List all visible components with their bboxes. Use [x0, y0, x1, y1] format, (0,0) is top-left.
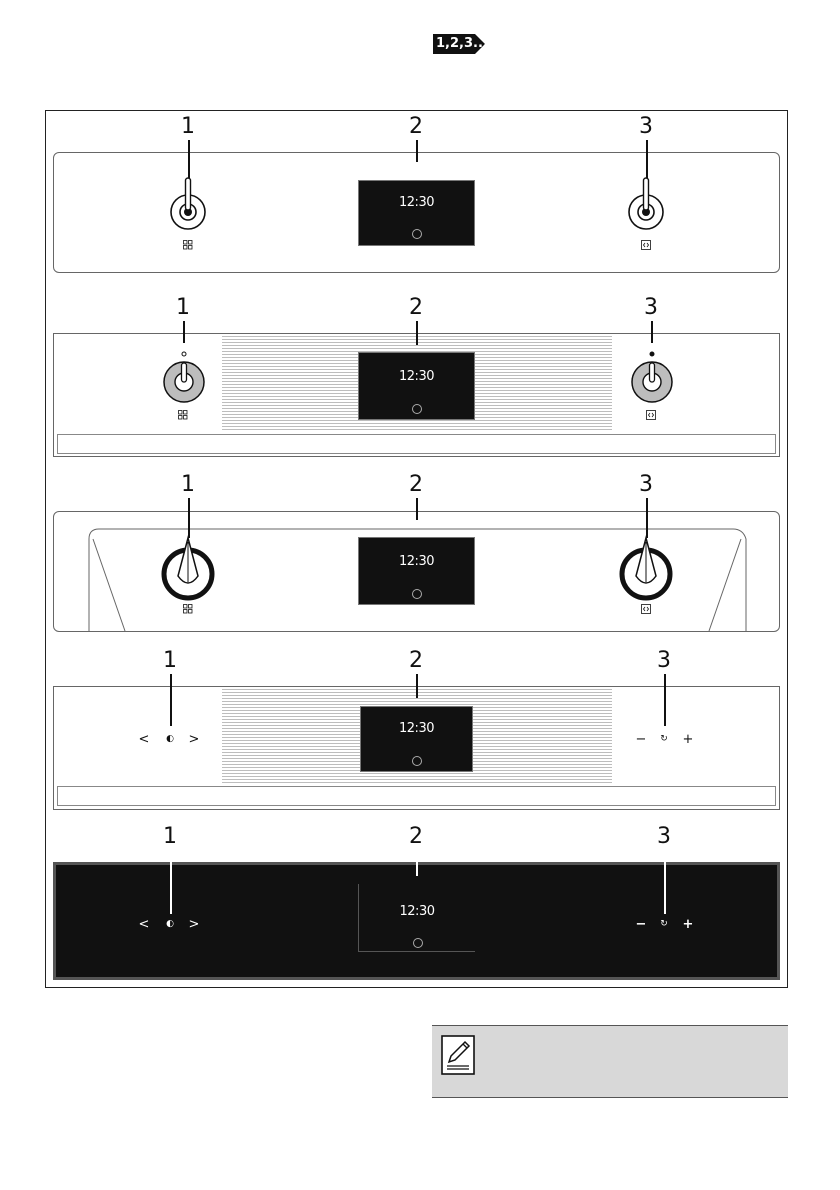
display-time: 12:30: [399, 195, 434, 210]
plus-button[interactable]: +: [682, 732, 694, 747]
temperature-selector-icon: [641, 604, 651, 614]
leader-line-3: [664, 850, 666, 914]
clock-display: [358, 537, 475, 605]
callout-1: 1: [181, 114, 195, 139]
temperature-selector-icon: [646, 410, 656, 420]
temperature-selector-icon: [641, 240, 651, 250]
temperature-knob[interactable]: [620, 534, 672, 602]
callout-2: 2: [409, 824, 423, 849]
callout-3: 3: [639, 114, 653, 139]
function-knob[interactable]: [161, 349, 207, 413]
handle-strip: [57, 434, 776, 454]
leader-line-3: [664, 674, 666, 726]
clock-display: [360, 706, 473, 772]
callout-2: 2: [409, 114, 423, 139]
clock-icon: [412, 756, 422, 766]
clock-display: [358, 884, 475, 952]
minus-button[interactable]: −: [635, 732, 647, 747]
reset-button[interactable]: ↻: [660, 919, 668, 929]
note-box: [432, 1025, 788, 1098]
leader-line-3: [646, 498, 648, 538]
clock-icon: [412, 589, 422, 599]
leader-line-2: [416, 321, 418, 345]
minus-button[interactable]: −: [635, 917, 647, 932]
function-selector-icon: [183, 240, 193, 250]
callout-3: 3: [657, 648, 671, 673]
function-knob[interactable]: [162, 534, 214, 602]
pencil-note-icon: [441, 1035, 475, 1075]
callout-3: 3: [639, 472, 653, 497]
steps-badge-label: 1,2,3...: [436, 36, 488, 51]
callout-3: 3: [644, 295, 658, 320]
function-knob[interactable]: [168, 176, 208, 238]
reset-button[interactable]: ↻: [660, 734, 668, 744]
steps-badge: [433, 34, 488, 54]
temperature-knob[interactable]: [626, 176, 666, 238]
clock-icon: [413, 938, 423, 948]
function-selector-icon: [183, 604, 193, 614]
prev-button[interactable]: <: [138, 917, 150, 932]
leader-line-2: [416, 674, 418, 698]
leader-line-1: [170, 674, 172, 726]
leader-line-1: [188, 498, 190, 538]
callout-1: 1: [181, 472, 195, 497]
leader-line-3: [651, 321, 653, 343]
display-time: 12:30: [399, 904, 435, 919]
on-off-button[interactable]: ◐: [166, 734, 174, 744]
callout-1: 1: [163, 824, 177, 849]
callout-2: 2: [409, 648, 423, 673]
display-time: 12:30: [399, 369, 434, 384]
next-button[interactable]: >: [188, 732, 200, 747]
prev-button[interactable]: <: [138, 732, 150, 747]
leader-line-1: [170, 850, 172, 914]
clock-display: [358, 352, 475, 420]
temperature-knob[interactable]: [629, 349, 675, 413]
leader-line-2: [416, 498, 418, 520]
handle-strip: [57, 786, 776, 806]
on-off-button[interactable]: ◐: [166, 919, 174, 929]
clock-icon: [412, 404, 422, 414]
leader-line-2: [416, 140, 418, 162]
callout-1: 1: [163, 648, 177, 673]
leader-line-1: [183, 321, 185, 343]
callout-1: 1: [176, 295, 190, 320]
display-time: 12:30: [399, 721, 434, 736]
display-time: 12:30: [399, 554, 434, 569]
function-selector-icon: [178, 410, 188, 420]
callout-2: 2: [409, 472, 423, 497]
clock-display: [358, 180, 475, 246]
callout-2: 2: [409, 295, 423, 320]
clock-icon: [412, 229, 422, 239]
callout-3: 3: [657, 824, 671, 849]
leader-line-2: [416, 850, 418, 876]
plus-button[interactable]: +: [682, 917, 694, 932]
next-button[interactable]: >: [188, 917, 200, 932]
